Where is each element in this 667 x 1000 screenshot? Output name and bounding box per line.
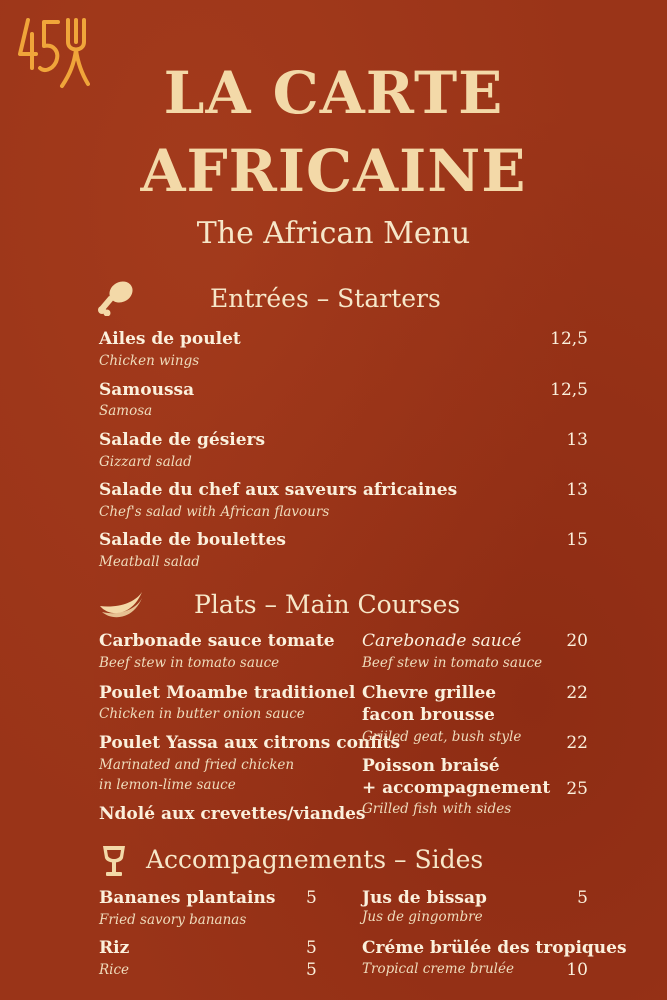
main-name: Carebonade saucé [362, 631, 522, 651]
main-name: Poulet Moambe traditionel [99, 683, 356, 703]
main-name: Poisson braisé [362, 756, 500, 776]
main-price: 20 [566, 631, 588, 651]
mains-section-title: Plats – Main Courses [194, 590, 461, 619]
side-price: 10 [566, 960, 588, 980]
main-price: 25 [566, 779, 588, 799]
starter-desc: Chicken wings [99, 353, 200, 369]
main-name: facon brousse [362, 705, 495, 725]
starter-desc: Meatball salad [99, 554, 200, 570]
main-desc: in lemon-lime sauce [99, 777, 236, 793]
side-name: Jus de bissap [362, 888, 487, 908]
main-name: Chevre grillee [362, 683, 497, 703]
starter-desc: Samosa [99, 403, 153, 419]
main-name: Poulet Yassa aux citrons confits [99, 733, 401, 753]
starters-section-title: Entrées – Starters [210, 284, 441, 313]
sides-section-title: Accompagnements – Sides [146, 845, 484, 874]
main-name: Ndolé aux crevettes/viandes [99, 804, 366, 824]
starter-name: Salade du chef aux saveurs africaines [99, 480, 458, 500]
starter-price: 13 [566, 480, 588, 500]
starter-name: Salade de boulettes [99, 530, 286, 550]
main-price: 22 [566, 683, 588, 703]
side-desc: Rice [99, 962, 130, 978]
side-price: 5 [306, 938, 317, 958]
plantain-icon [96, 586, 146, 620]
main-desc: Beef stew in tomato sauce [362, 655, 543, 671]
main-price: 22 [566, 733, 588, 753]
goblet-icon [100, 844, 128, 878]
starter-desc: Chef's salad with African flavours [99, 504, 330, 520]
side-name: Créme brülée des tropiques [362, 938, 627, 958]
starter-desc: Gizzard salad [99, 454, 192, 470]
side-name: Bananes plantains [99, 888, 276, 908]
main-desc: Griiled geat, bush style [362, 729, 522, 745]
chicken-leg-icon [96, 280, 136, 316]
side-price: 5 [306, 888, 317, 908]
side-name: Riz [99, 938, 130, 958]
starter-price: 13 [566, 430, 588, 450]
main-desc: Grilled fish with sides [362, 801, 512, 817]
page-title-line1: LA CARTE [163, 59, 504, 127]
page-title-line2: AFRICAINE [140, 137, 527, 205]
side-desc: Fried savory bananas [99, 912, 247, 928]
starter-name: Samoussa [99, 380, 195, 400]
page-subtitle: The African Menu [196, 216, 471, 251]
main-desc: Beef stew in tomato sauce [99, 655, 280, 671]
starter-price: 12,5 [550, 329, 588, 349]
starter-price: 15 [566, 530, 588, 550]
starter-price: 12,5 [550, 380, 588, 400]
main-name: Carbonade sauce tomate [99, 631, 335, 651]
main-name: + accompagnement [362, 778, 551, 798]
side-price: 5 [577, 888, 588, 908]
side-desc: Jus de gingombre [362, 909, 483, 925]
starter-name: Salade de gésiers [99, 430, 266, 450]
side-price: 5 [306, 960, 317, 980]
starter-name: Ailes de poulet [99, 329, 241, 349]
main-desc: Marinated and fried chicken [99, 757, 295, 773]
side-desc: Tropical creme brulée [362, 961, 514, 977]
main-desc: Chicken in butter onion sauce [99, 706, 305, 722]
